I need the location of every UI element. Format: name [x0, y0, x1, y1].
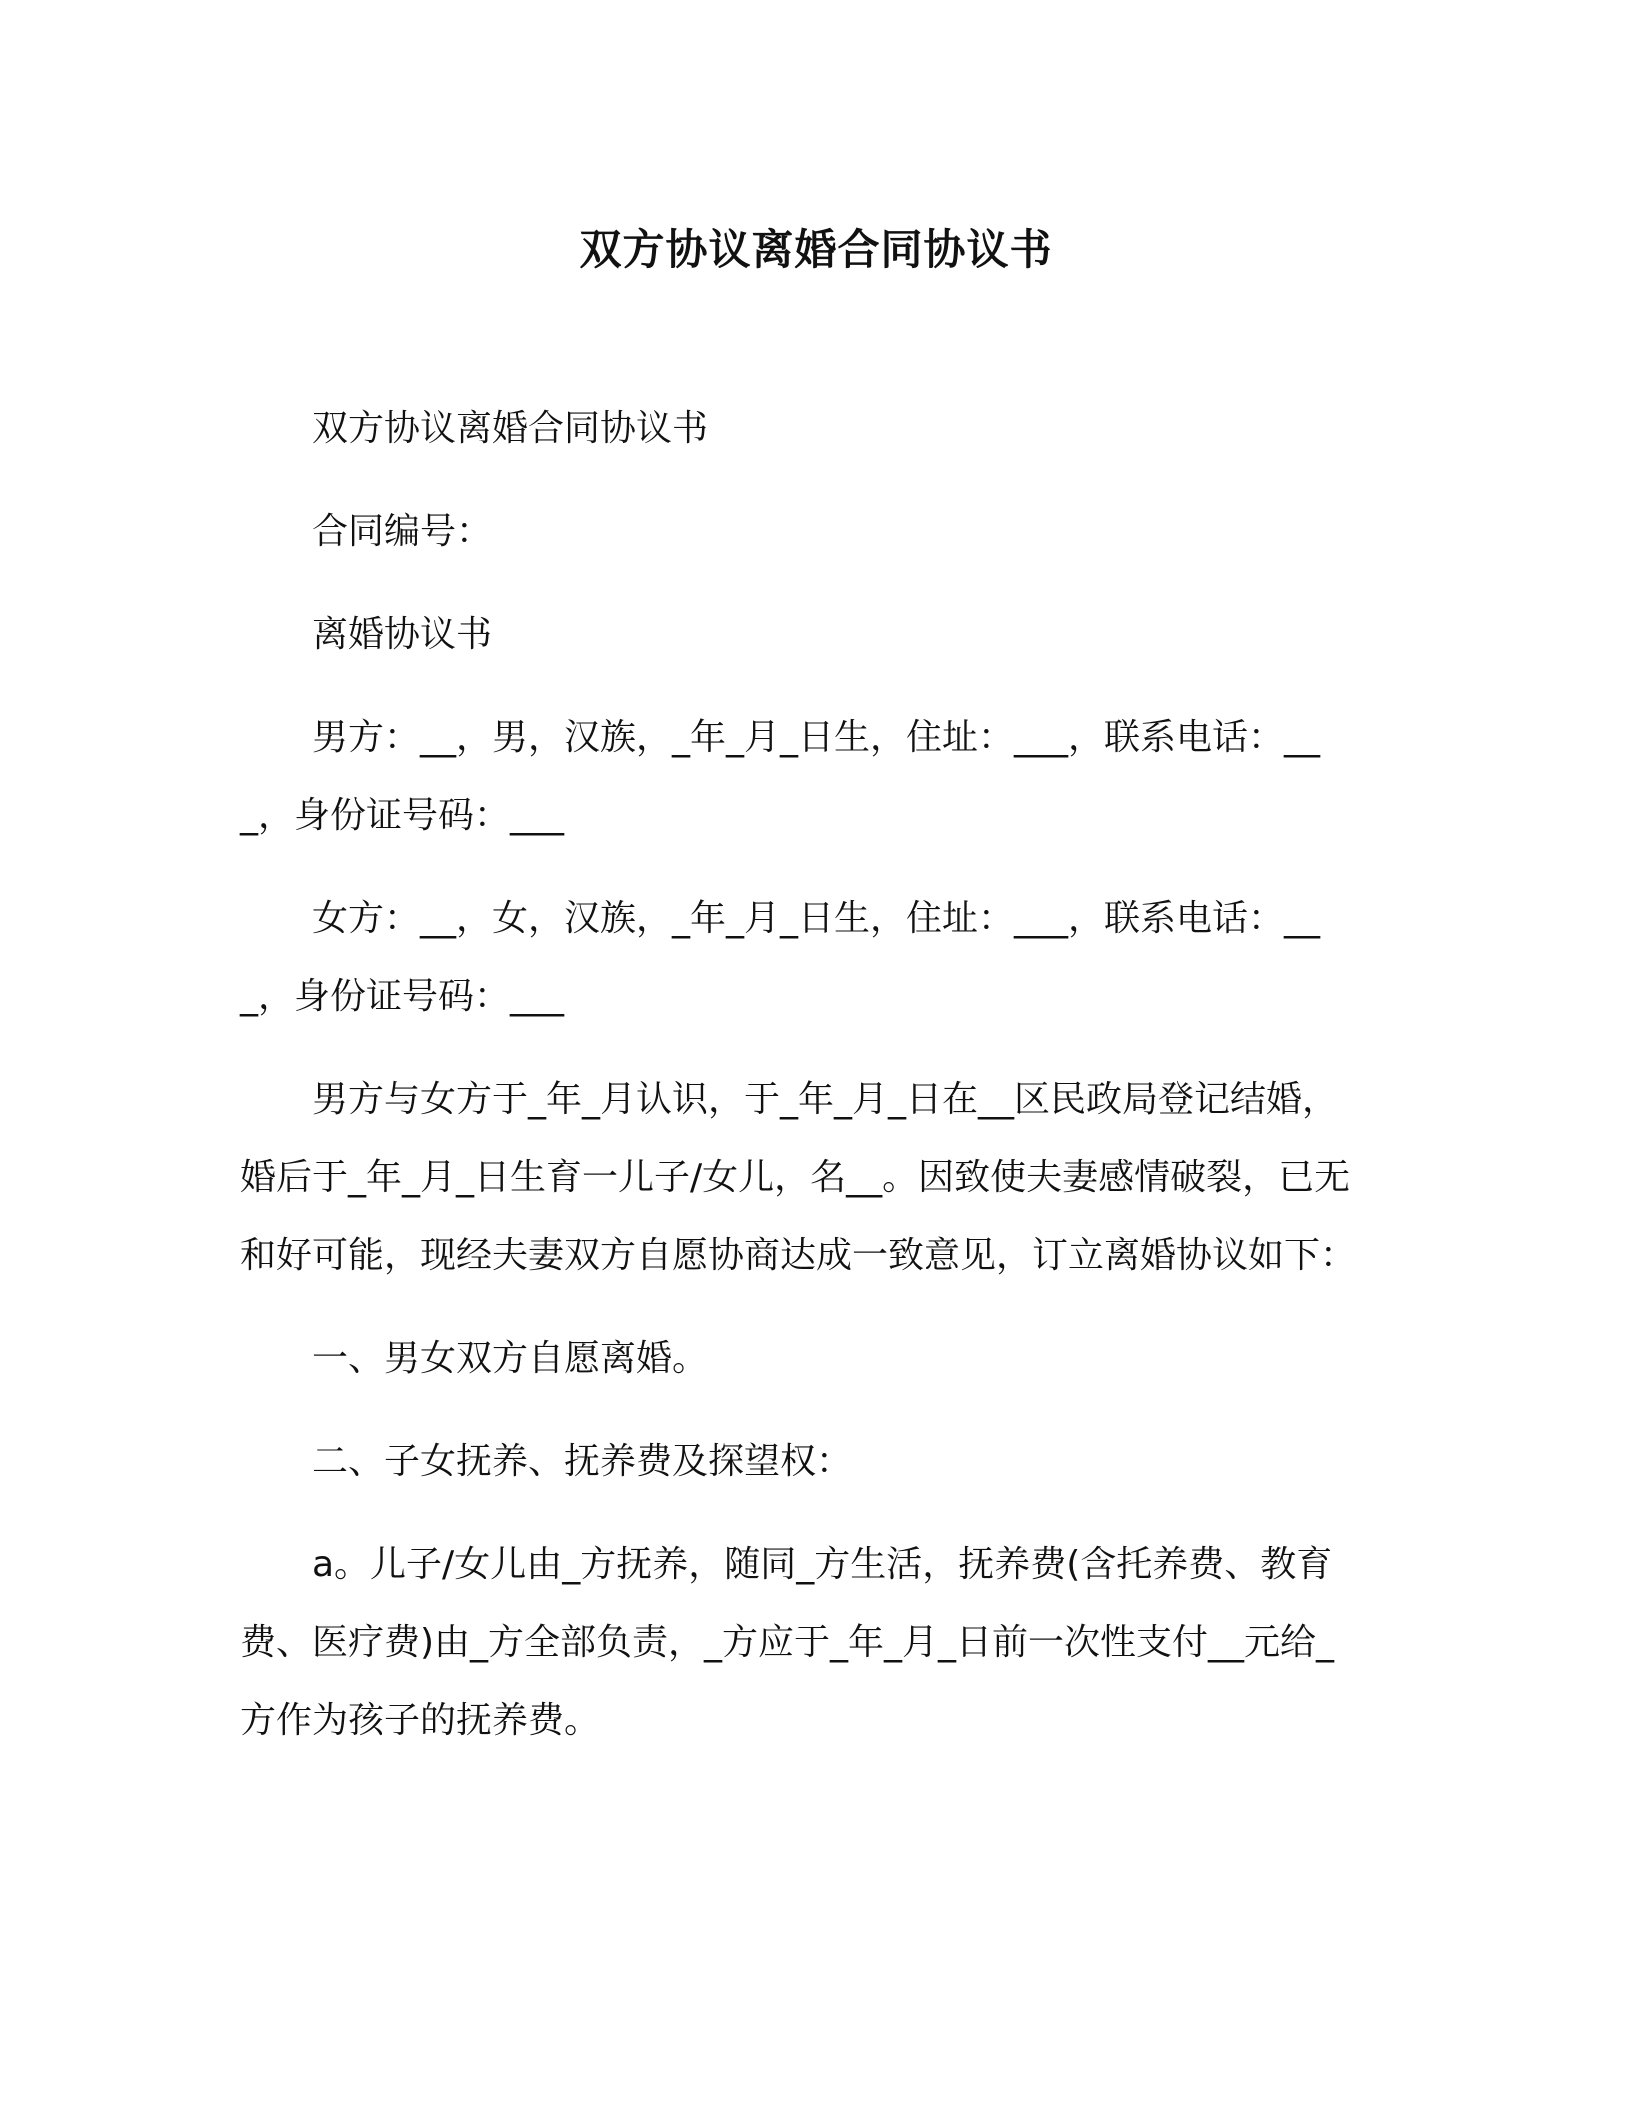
paragraph-agreement-title: 离婚协议书: [312, 614, 493, 655]
paragraph-male-party: 男方：__，男，汉族，_年_月_日生，住址：___，联系电话：___，身份证号码：___: [240, 717, 1321, 836]
paragraph-heading: 双方协议离婚合同协议书: [312, 408, 709, 449]
paragraph-clause-1: 一、男女双方自愿离婚。: [312, 1338, 709, 1379]
document-body: [240, 390, 1370, 1785]
paragraph-clause-2: 二、子女抚养、抚养费及探望权：: [312, 1441, 853, 1482]
paragraph-clause-2a: a。儿子/女儿由_方抚养，随同_方生活，抚养费(含托养费、教育费、医疗费)由_方全部负责，_方应于_年_月_日前一次性支付__元给_方作为孩子的抚养费。: [240, 1544, 1335, 1741]
paragraph-background: 男方与女方于_年_月认识，于_年_月_日在__区民政局登记结婚，婚后于_年_月_日生育一儿子/女儿，名__。因致使夫妻感情破裂，已无和好可能，现经夫妻双方自愿协商达成一致意见，订立离婚协议如下：: [240, 1079, 1357, 1276]
paragraph-contract-number: 合同编号：: [312, 511, 493, 552]
paragraph-female-party: 女方：__，女，汉族，_年_月_日生，住址：___，联系电话：___，身份证号码：___: [240, 898, 1321, 1017]
document-title: 双方协议离婚合同协议书: [579, 225, 1053, 274]
